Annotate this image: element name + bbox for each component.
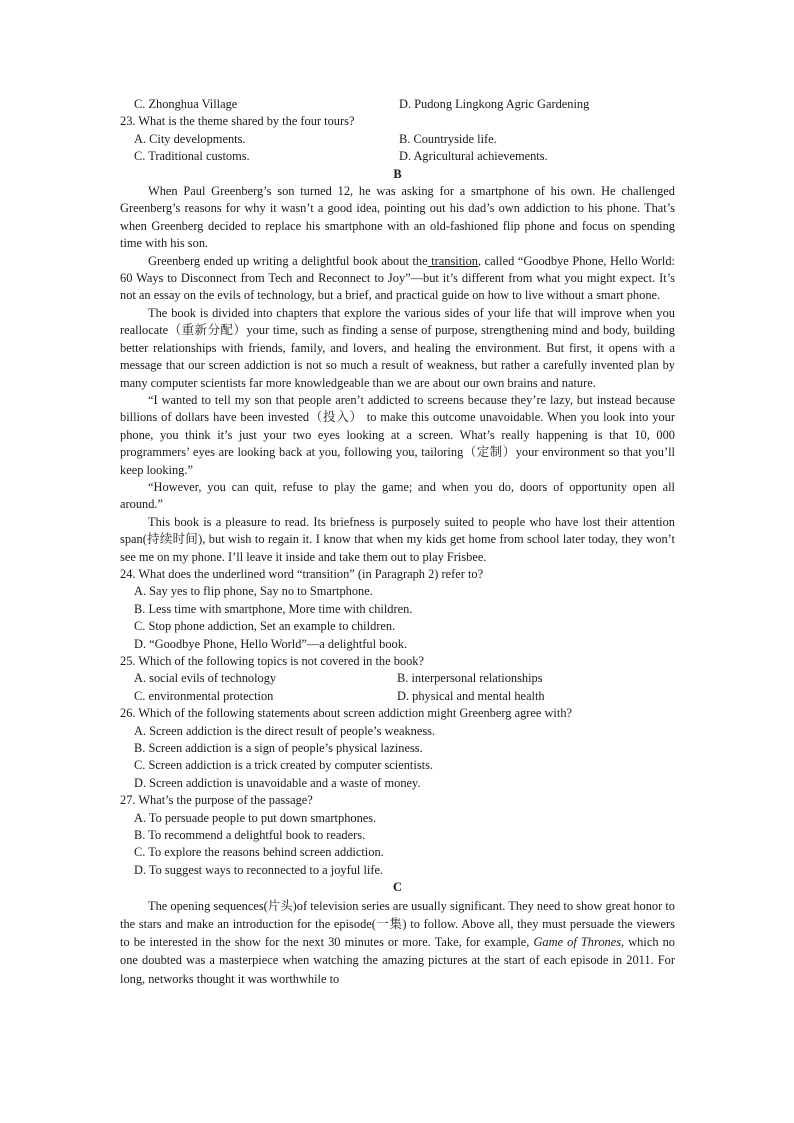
q23-options-row-1 — [120, 131, 675, 148]
q23-option-c: C. Traditional customs. — [134, 149, 250, 164]
passage-c-text-before: The opening sequences(片头)of television series are usually significant. They need to show great honor to the stars and make an introduction for the episode(一集) to follow. Above all, they must persuade the viewers to be interested in the show for the next 30 minutes or more. Take, for example, — [120, 898, 675, 950]
passage-c-text-after: , which no one doubted was a masterpiece when watching the amazing pictures at the start of each episode in 2011. For long, networks thought it was worthwhile to — [120, 935, 675, 986]
q24-question: 24. What does the underlined word “transition” (in Paragraph 2) refer to? — [120, 566, 484, 581]
q27-option-a: A. To persuade people to put down smartphones. — [134, 810, 377, 825]
q22-option-c: C. Zhonghua Village — [134, 97, 238, 111]
passage-b-paragraph-5: “However, you can quit, refuse to play the game; and when you do, doors of opportunity open all around.” — [120, 479, 675, 512]
q23-question: 23. What is the theme shared by the four tours? — [120, 114, 355, 129]
paragraph-2-text-after: , called “Goodbye Phone, Hello World: 60 Ways to Disconnect from Tech and Reconnect to Joy”—but it’s different from what you might expect. It’s not an essay on the evils of technology, but a brief, and practical guide on how to live without a smart phone. — [120, 253, 675, 303]
q23-option-d: D. Agricultural achievements. — [399, 149, 548, 164]
passage-b-paragraph-3: The book is divided into chapters that explore the various sides of your life that will improve when you reallocate（重新分配）your time, such as finding a sense of purpose, strengthening mind and body, building better relationships with friends, family, and lovers, and healing the environment. But first, it opens with a message that our screen addiction is not so much a result of weakness, but rather a carefully invented plan by many computer scientists far more knowledgeable than we are about our own brains and nature. — [120, 305, 675, 390]
title-game-of-thrones: Game of Thrones — [533, 935, 622, 950]
q25-options-row-2 — [120, 688, 675, 705]
q27-option-d: D. To suggest ways to reconnected to a joyful life. — [134, 862, 384, 877]
section-b-heading: B — [393, 166, 402, 181]
q27-option-c: C. To explore the reasons behind screen addiction. — [134, 845, 384, 860]
passage-b-paragraph-2 — [120, 253, 675, 305]
q25-option-d: D. physical and mental health — [397, 688, 545, 703]
q25-question: 25. Which of the following topics is not covered in the book? — [120, 654, 424, 668]
passage-b-paragraph-1: When Paul Greenberg’s son turned 12, he was asking for a smartphone of his own. He challenged Greenberg’s reasons for why it wasn’t a good idea, pointing out his dad’s own addiction to his phone. That’s when Greenberg decided to replace his smartphone with an old-fashioned flip phone and focus on spending time with his son. — [120, 184, 675, 251]
exam-page — [120, 96, 675, 988]
q26-option-b: B. Screen addiction is a sign of people’s physical laziness. — [134, 741, 423, 756]
underlined-word-transition: transition — [427, 253, 478, 268]
passage-b-paragraph-6: This book is a pleasure to read. Its briefness is purposely suited to people who have lost their attention span(持续时间), but wish to regain it. I know that when my kids get home from school later today, they won’t see me on my phone. I’ll leave it inside and take them out to play Frisbee. — [120, 514, 675, 564]
q24-option-c: C. Stop phone addiction, Set an example to children. — [134, 619, 396, 634]
paragraph-2-text-before: Greenberg ended up writing a delightful book about the — [148, 253, 428, 268]
q27-question: 27. What’s the purpose of the passage? — [120, 793, 313, 808]
passage-b-paragraph-4: “I wanted to tell my son that people aren’t addicted to screens because they’re lazy, but instead because billions of dollars have been invested（投入） to make this outcome unavoidable. When you look into your phone, you think it’s just your two eyes looking at a screen. What’s really happening is that 10, 000 programmers’ eyes are looking back at you, following you, tailoring（定制）your environment so that you’ll keep looking.” — [120, 392, 675, 477]
q27-option-b: B. To recommend a delightful book to readers. — [134, 828, 366, 843]
q26-option-d: D. Screen addiction is unavoidable and a waste of money. — [134, 775, 421, 790]
q25-option-c: C. environmental protection — [134, 688, 274, 703]
section-c-heading: C — [393, 880, 402, 895]
q25-option-b: B. interpersonal relationships — [397, 671, 543, 686]
q24-option-b: B. Less time with smartphone, More time with children. — [134, 601, 413, 616]
passage-c-paragraph-1 — [120, 897, 675, 988]
q22-options-row — [120, 96, 675, 113]
q25-option-a: A. social evils of technology — [134, 671, 277, 686]
q26-question: 26. Which of the following statements about screen addiction might Greenberg agree with? — [120, 706, 573, 721]
q22-option-d: D. Pudong Lingkong Agric Gardening — [399, 97, 590, 111]
q26-option-a: A. Screen addiction is the direct result of people’s weakness. — [134, 723, 436, 738]
q23-options-row-2 — [120, 148, 675, 165]
q26-option-c: C. Screen addiction is a trick created by computer scientists. — [134, 758, 434, 773]
q24-option-d: D. “Goodbye Phone, Hello World”—a delightful book. — [134, 636, 408, 651]
q25-options-row-1 — [120, 670, 675, 687]
q24-option-a: A. Say yes to flip phone, Say no to Smartphone. — [134, 584, 373, 599]
q23-option-b: B. Countryside life. — [399, 131, 497, 146]
q23-option-a: A. City developments. — [134, 131, 246, 146]
